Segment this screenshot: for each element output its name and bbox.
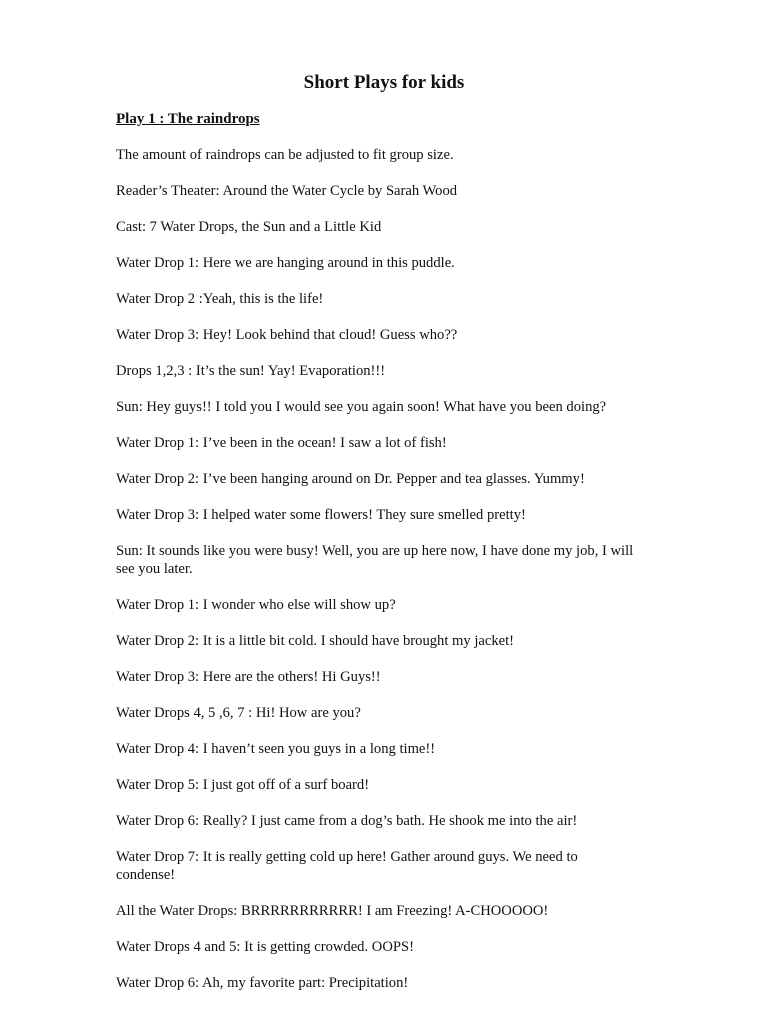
script-line: Drops 1,2,3 : It’s the sun! Yay! Evaporation!!! [116, 363, 386, 379]
script-line: Water Drops 4 and 5: It is getting crowded. OOPS! [116, 939, 414, 955]
script-line: Water Drop 6: Really? I just came from a dog’s bath. He shook me into the air! [116, 813, 578, 829]
script-line: Water Drop 4: I haven’t seen you guys in a long time!! [116, 741, 436, 757]
script-line: Reader’s Theater: Around the Water Cycle by Sarah Wood [116, 183, 458, 199]
script-line: Cast: 7 Water Drops, the Sun and a Little Kid [116, 219, 382, 235]
script-line: Water Drop 2: I’ve been hanging around on Dr. Pepper and tea glasses. Yummy! [116, 471, 585, 487]
script-line: Water Drop 3: I helped water some flowers! They sure smelled pretty! [116, 507, 526, 523]
document-title: Short Plays for kids [303, 72, 465, 93]
script-line: All the Water Drops: BRRRRRRRRRRR! I am Freezing! A-CHOOOOO! [116, 903, 549, 919]
script-line: The amount of raindrops can be adjusted to fit group size. [116, 147, 454, 163]
script-line: Water Drop 3: Hey! Look behind that cloud! Guess who?? [116, 327, 458, 343]
script-line: Water Drop 1: I’ve been in the ocean! I saw a lot of fish! [116, 435, 447, 451]
script-line: Water Drop 1: Here we are hanging around in this puddle. [116, 255, 455, 271]
script-line: Water Drop 2: It is a little bit cold. I should have brought my jacket! [116, 633, 515, 649]
script-lines [116, 146, 634, 1010]
script-line: Water Drop 2 :Yeah, this is the life! [116, 291, 324, 307]
script-line: Water Drops 4, 5 ,6, 7 : Hi! How are you? [116, 705, 361, 721]
script-line: Water Drop 1: I wonder who else will show up? [116, 597, 396, 613]
script-line: Water Drop 7: It is really getting cold up here! Gather around guys. We need to condense! [116, 849, 578, 883]
script-line: Water Drop 3: Here are the others! Hi Guys!! [116, 669, 381, 685]
script-line: Sun: It sounds like you were busy! Well, you are up here now, I have done my job, I will see you later. [116, 543, 634, 577]
script-line: Water Drop 5: I just got off of a surf board! [116, 777, 370, 793]
script-line: Water Drop 6: Ah, my favorite part: Precipitation! [116, 975, 409, 991]
play-heading: Play 1 : The raindrops [116, 111, 260, 127]
script-line: Sun: Hey guys!! I told you I would see you again soon! What have you been doing? [116, 399, 607, 415]
